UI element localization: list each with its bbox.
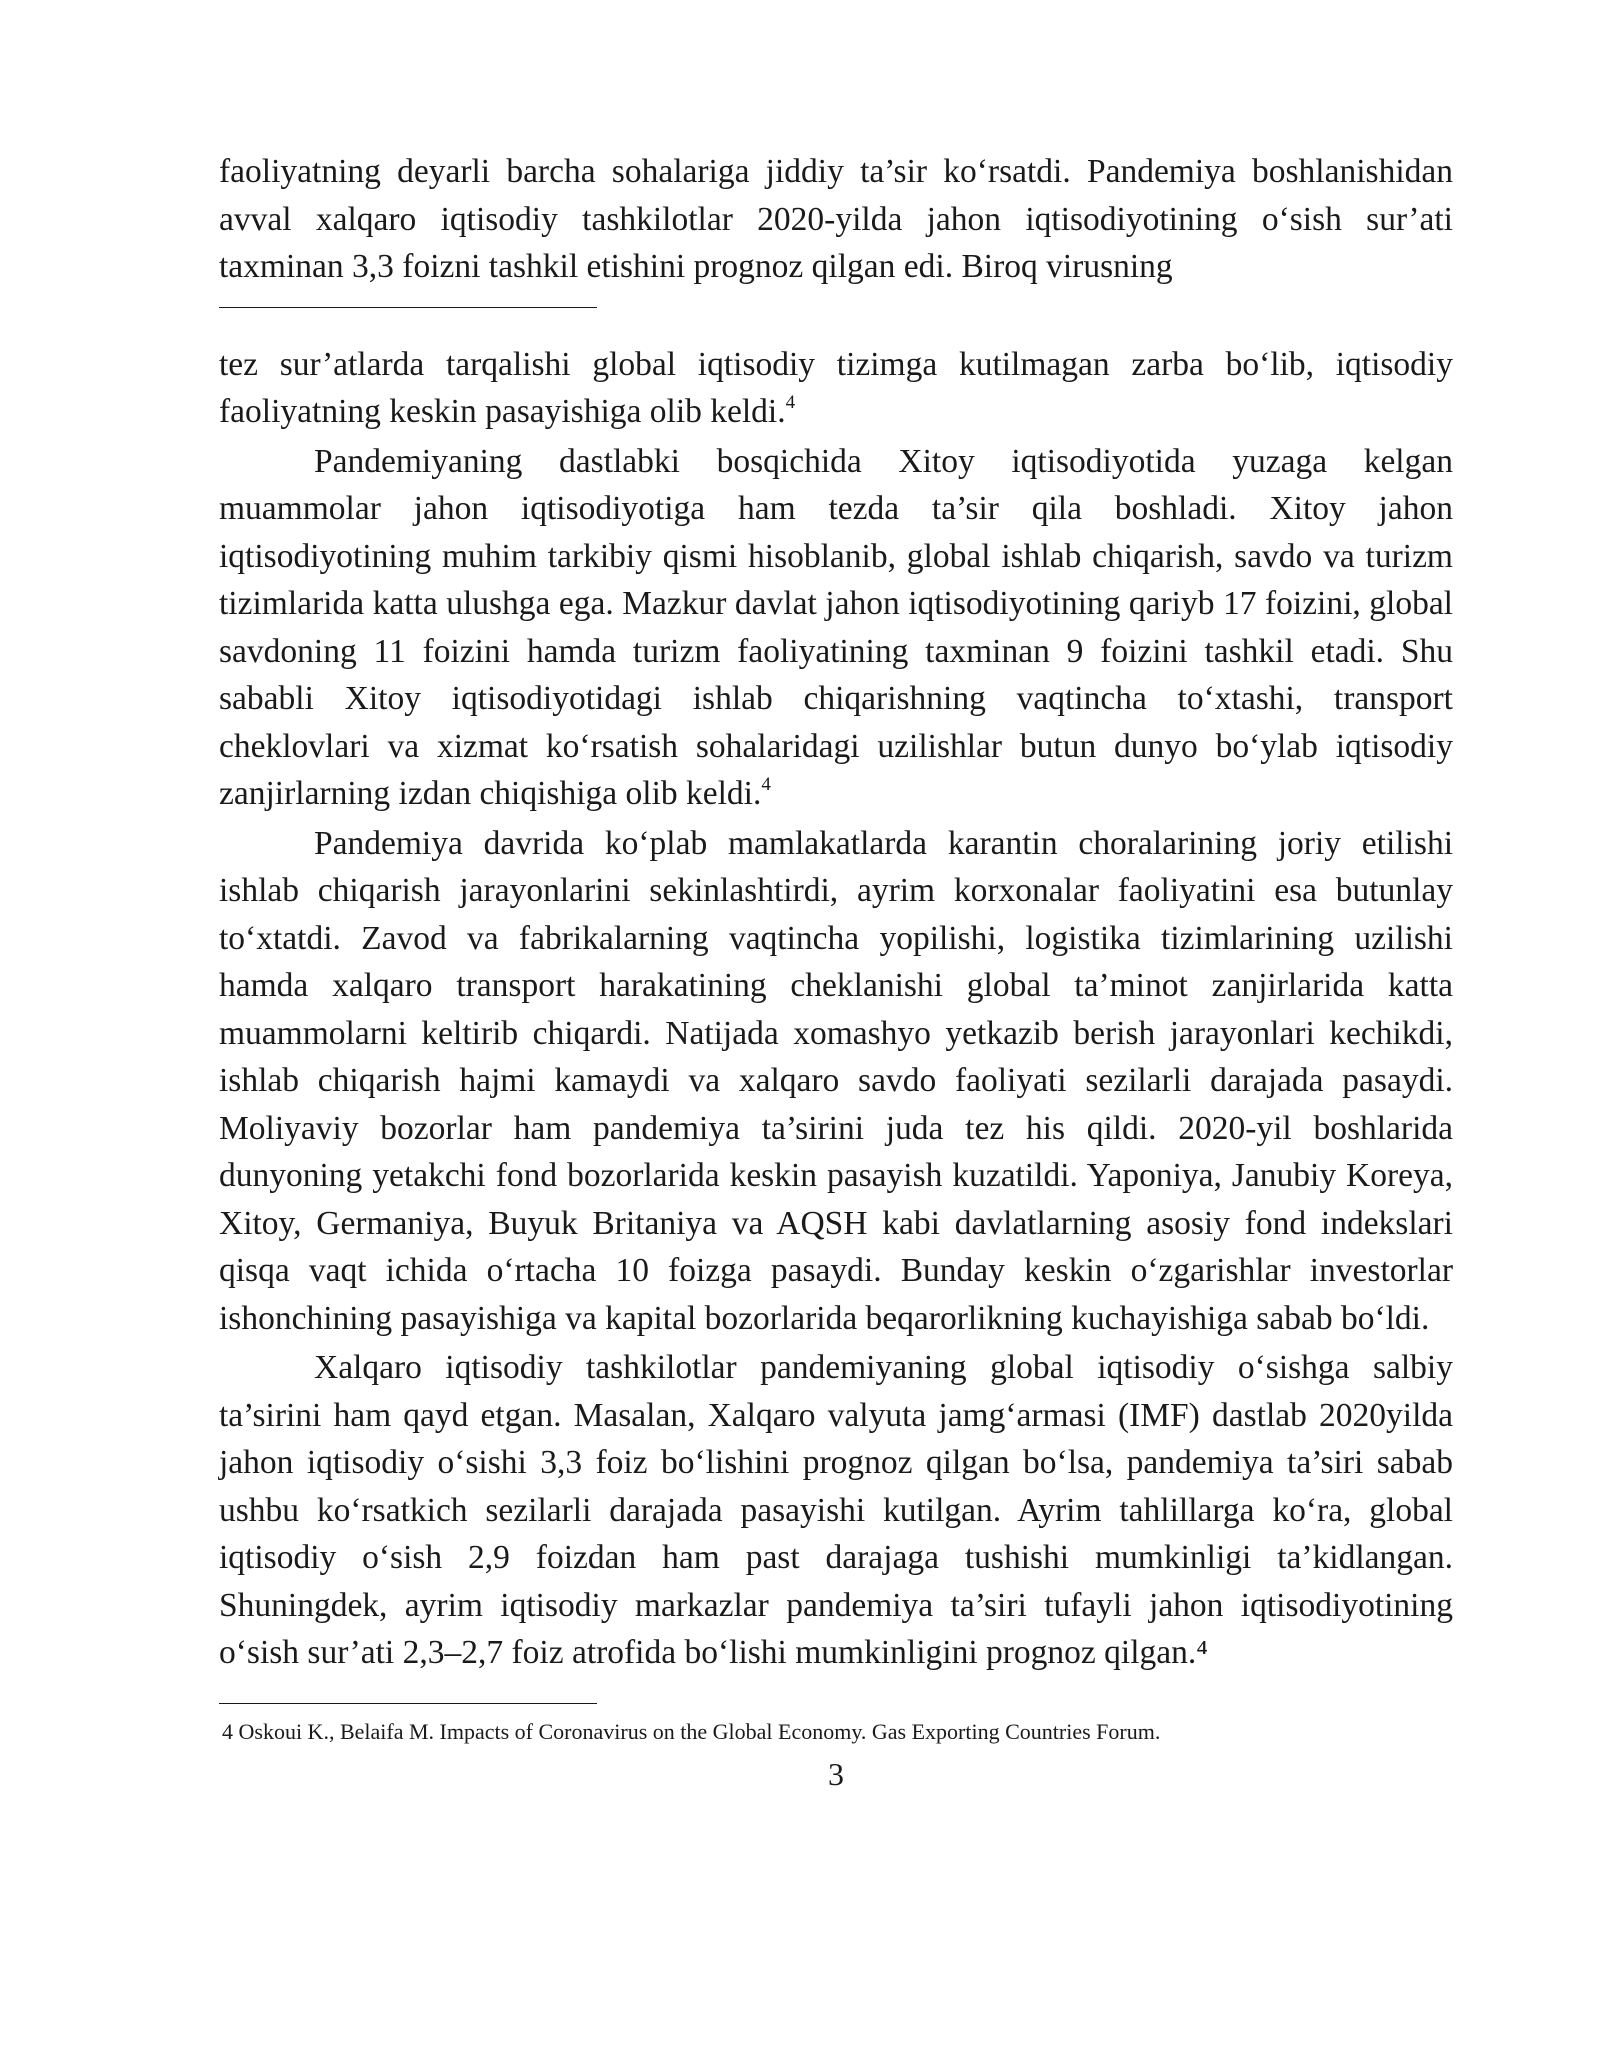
paragraph-text: tez sur’atlarda tarqalishi global iqtisodiy tizimga kutilmagan zarba bo‘lib, iqtisodiy faoliyatning keskin pasayishiga olib keldi. bbox=[219, 345, 1453, 430]
page-number: 3 bbox=[828, 1755, 844, 1792]
paragraph-2 bbox=[219, 438, 1453, 818]
footnote-separator-bottom bbox=[219, 1703, 597, 1704]
paragraph-text: Pandemiyaning dastlabki bosqichida Xitoy iqtisodiyotida yuzaga kelgan muammolar jahon iqtisodiyotiga ham tezda ta’sir qila boshladi. Xitoy jahon iqtisodiyotining muhim tarkibiy qismi hisoblanib, global ishlab chiqarish, savdo va turizm tizimlarida katta ulushga ega. Mazkur davlat jahon iqtisodiyotining qariyb 17 foizini, global savdoning 11 foizini hamda turizm faoliyatining taxminan 9 foizini tashkil etadi. Shu sababli Xitoy iqtisodiyotidagi ishlab chiqarishning vaqtincha to‘xtashi, transport cheklovlari va xizmat ko‘rsatish sohalaridagi uzilishlar butun dunyo bo‘ylab iqtisodiy zanjirlarning izdan chiqishiga olib keldi. bbox=[219, 442, 1453, 812]
footnote-reference: ⁴ bbox=[1196, 1634, 1208, 1671]
footnote-reference: 4 bbox=[785, 391, 796, 413]
paragraph-text: Xalqaro iqtisodiy tashkilotlar pandemiyaning global iqtisodiy o‘sishga salbiy ta’sirini ham qayd etgan. Masalan, Xalqaro valyuta jamg‘armasi (IMF) dastlab 2020yilda jahon iqtisodiy o‘sishi 3,3 foiz bo‘lishini prognoz qilgan bo‘lsa, pandemiya ta’siri sabab ushbu ko‘rsatkich sezilarli darajada pasayishi kutilgan. Ayrim tahlillarga ko‘ra, global iqtisodiy o‘sish 2,9 foizdan ham past darajaga tushishi mumkinligi ta’kidlangan. Shuningdek, ayrim iqtisodiy markazlar pandemiya ta’siri tufayli jahon iqtisodiyotining o‘sish sur’ati 2,3–2,7 foiz atrofida bo‘lishi mumkinligini prognoz qilgan. bbox=[219, 1349, 1453, 1671]
document-page bbox=[219, 148, 1453, 1793]
footnote-text: 4 Oskoui K., Belaifa M. Impacts of Coronavirus on the Global Economy. Gas Exporting Countries Forum. bbox=[222, 1718, 1161, 1744]
paragraph-text: Pandemiya davrida ko‘plab mamlakatlarda karantin choralarining joriy etilishi ishlab chiqarish jarayonlarini sekinlashtirdi, ayrim korxonalar faoliyatini esa butunlay to‘xtatdi. Zavod va fabrikalarning vaqtincha yopilishi, logistika tizimlarining uzilishi hamda xalqaro transport harakatining cheklanishi global ta’minot zanjirlarida katta muammolarni keltirib chiqardi. Natijada xomashyo yetkazib berish jarayonlari kechikdi, ishlab chiqarish hajmi kamaydi va xalqaro savdo faoliyati sezilarli darajada pasaydi. Moliyaviy bozorlar ham pandemiya ta’sirini juda tez his qildi. 2020-yil boshlarida dunyoning yetakchi fond bozorlarida keskin pasayish kuzatildi. Yaponiya, Janubiy Koreya, Xitoy, Germaniya, Buyuk Britaniya va AQSH kabi davlatlarning asosiy fond indekslari qisqa vaqt ichida o‘rtacha 10 foizga pasaydi. Bunday keskin o‘zgarishlar investorlar ishonchining pasayishiga va kapital bozorlarida beqarorlikning kuchayishiga sabab bo‘ldi. bbox=[219, 824, 1453, 1337]
paragraph-4 bbox=[219, 1344, 1453, 1677]
paragraph-1 bbox=[219, 341, 1453, 436]
footnote-separator-top bbox=[219, 307, 597, 308]
footnote-reference: 4 bbox=[761, 773, 771, 795]
continuation-paragraph: faoliyatning deyarli barcha sohalariga jiddiy ta’sir ko‘rsatdi. Pandemiya boshlanishidan avval xalqaro iqtisodiy tashkilotlar 2020-yilda jahon iqtisodiyotining o‘sish sur’ati taxminan 3,3 foizni tashkil etishini prognoz qilgan edi. Biroq virusning bbox=[219, 153, 1453, 285]
paragraph-3 bbox=[219, 820, 1453, 1343]
